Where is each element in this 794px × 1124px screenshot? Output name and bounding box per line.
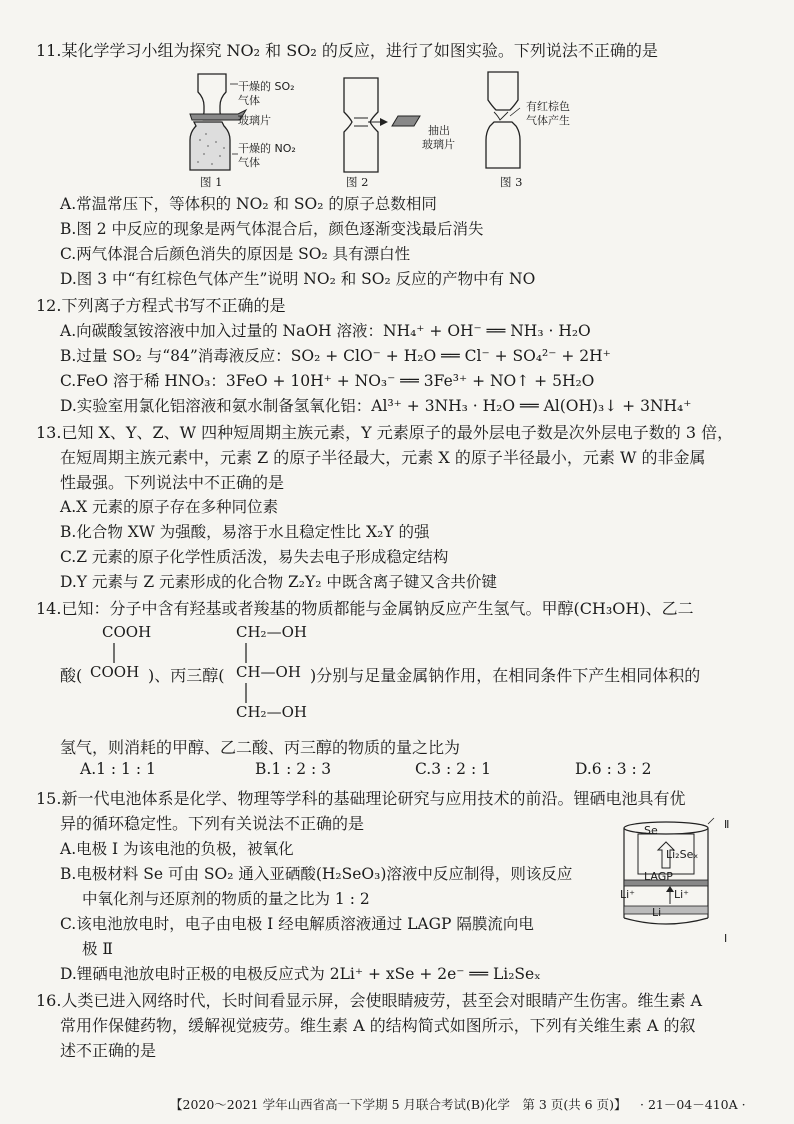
q14-option-b: B.1 : 2 : 3 (255, 760, 332, 778)
q12-stem: 12.下列离子方程式书写不正确的是 (36, 296, 286, 315)
glycerol-bond-bottom (244, 683, 248, 703)
q14-option-a: A.1 : 1 : 1 (80, 760, 156, 778)
oxalic-acid-bond (112, 643, 116, 663)
q13-stem-line-3: 性最强。下列说法中不正确的是 (60, 473, 285, 492)
fig3-label-red: 有红棕色 (526, 100, 570, 113)
glycerol-top: CH₂—OH (236, 623, 307, 641)
q11-stem: 11.某化学学习小组为探究 NO₂ 和 SO₂ 的反应，进行了如图实验。下列说法不正确的是 (36, 41, 658, 60)
fig3-label-gas: 气体产生 (526, 114, 570, 127)
battery-label-se: Se (644, 824, 658, 837)
fig3-caption: 图 3 (500, 175, 523, 189)
fig1-label-gas-top: 气体 (238, 94, 260, 107)
q14-option-c: C.3 : 2 : 1 (415, 760, 491, 778)
q14-stem-line-1: 14.已知：分子中含有羟基或者羧基的物质都能与金属钠反应产生氢气。甲醇(CH₃OH)、乙二 (36, 599, 694, 618)
q13-option-a: A.X 元素的原子存在多种同位素 (60, 498, 279, 516)
q15-option-a: A.电极 Ⅰ 为该电池的负极，被氧化 (60, 840, 294, 858)
q12-option-b: B.过量 SO₂ 与“84”消毒液反应：SO₂ + ClO⁻ + H₂O ══ Cl⁻ + SO₄²⁻ + 2H⁺ (60, 347, 611, 365)
q15-option-b-cont: 中氧化剂与还原剂的物质的量之比为 1 : 2 (82, 890, 370, 908)
q15-option-c: C.该电池放电时，电子由电极 Ⅰ 经电解质溶液通过 LAGP 隔膜流向电 (60, 915, 534, 933)
q16-stem-line-2: 常用作保健药物，缓解视觉疲劳。维生素 A 的结构简式如图所示，下列有关维生素 A 的叙 (60, 1016, 696, 1035)
battery-electrode-2: Ⅱ (724, 818, 730, 831)
fig2-label-pull: 抽出 (428, 124, 450, 137)
q11-option-c: C.两气体混合后颜色消失的原因是 SO₂ 具有漂白性 (60, 245, 411, 263)
q13-stem-line-2: 在短周期主族元素中，元素 Z 的原子半径最大，元素 X 的原子半径最小，元素 W 的非金属 (60, 448, 706, 467)
battery-label-lagp: LAGP (644, 870, 673, 883)
glycerol-middle: CH—OH (236, 663, 301, 681)
q11-option-d: D.图 3 中“有红棕色气体产生”说明 NO₂ 和 SO₂ 反应的产物中有 NO (60, 270, 536, 288)
q16-stem-line-3: 述不正确的是 (60, 1041, 157, 1060)
q15-stem-line-1: 15.新一代电池体系是化学、物理等学科的基础理论研究与应用技术的前沿。锂硒电池具有优 (36, 789, 686, 808)
fig2-label-glass: 玻璃片 (422, 138, 455, 151)
glycerol-bond-top (244, 643, 248, 663)
oxalic-acid-top: COOH (102, 623, 152, 641)
oxalic-acid-bottom: COOH (90, 663, 140, 681)
battery-label-li-plus-left: Li⁺ (620, 888, 635, 901)
q13-option-b: B.化合物 XW 为强酸，易溶于水且稳定性比 X₂Y 的强 (60, 523, 430, 541)
q11-option-b: B.图 2 中反应的现象是两气体混合后，颜色逐渐变浅最后消失 (60, 220, 484, 238)
fig1-caption: 图 1 (200, 175, 223, 189)
glycerol-bottom: CH₂—OH (236, 703, 307, 721)
q14-stem-line-3: 氢气，则消耗的甲醇、乙二酸、丙三醇的物质的量之比为 (60, 738, 461, 757)
q14-option-d: D.6 : 3 : 2 (575, 760, 652, 778)
q13-option-c: C.Z 元素的原子化学性质活泼，易失去电子形成稳定结构 (60, 548, 449, 566)
q13-stem-line-1: 13.已知 X、Y、Z、W 四种短周期主族元素，Y 元素原子的最外层电子数是次外层电子数的 3 倍， (36, 423, 734, 442)
q15-option-b: B.电极材料 Se 可由 SO₂ 通入亚硒酸(H₂SeO₃)溶液中反应制得，则该反应 (60, 865, 573, 883)
battery-label-li2sex: Li₂Seₓ (666, 848, 699, 861)
fig2-caption: 图 2 (346, 175, 369, 189)
battery-label-li: Li (652, 906, 662, 919)
fig1-label-no2: 干燥的 NO₂ (238, 142, 296, 155)
q14-acid-prefix: 酸( (60, 666, 83, 685)
q15-option-d: D.锂硒电池放电时正极的电极反应式为 2Li⁺ + xSe + 2e⁻ ══ Li₂Seₓ (60, 965, 541, 983)
q11-option-a: A.常温常压下，等体积的 NO₂ 和 SO₂ 的原子总数相同 (60, 195, 437, 213)
q16-stem-line-1: 16.人类已进入网络时代，长时间看显示屏，会使眼睛疲劳，甚至会对眼睛产生伤害。维生素 A (36, 991, 703, 1010)
q12-option-a: A.向碳酸氢铵溶液中加入过量的 NaOH 溶液：NH₄⁺ + OH⁻ ══ NH₃ · H₂O (60, 322, 591, 340)
page-footer: 【2020～2021 学年山西省高一下学期 5 月联合考试(B)化学 第 3 页(共 6 页)】 (170, 1097, 627, 1112)
q15-stem-line-2: 异的循环稳定性。下列有关说法不正确的是 (60, 814, 365, 833)
q13-option-d: D.Y 元素与 Z 元素形成的化合物 Z₂Y₂ 中既含离子键又含共价键 (60, 573, 497, 591)
battery-electrode-1: Ⅰ (724, 932, 728, 945)
battery-label-li-plus-right: Li⁺ (674, 888, 689, 901)
q14-stem-tail: )分别与足量金属钠作用，在相同条件下产生相同体积的 (310, 666, 701, 685)
fig1-label-glass: 玻璃片 (238, 114, 271, 127)
q12-option-d: D.实验室用氯化铝溶液和氨水制备氢氧化铝：Al³⁺ + 3NH₃ · H₂O ══ Al(OH)₃↓ + 3NH₄⁺ (60, 397, 692, 415)
q15-option-c-cont: 极 Ⅱ (82, 940, 113, 958)
exam-code: · 21－04－410A · (640, 1097, 746, 1112)
q14-acid-suffix: )、丙三醇( (148, 666, 225, 685)
fig1-label-so2: 干燥的 SO₂ (238, 80, 295, 93)
q12-option-c: C.FeO 溶于稀 HNO₃：3FeO + 10H⁺ + NO₃⁻ ══ 3Fe³⁺ + NO↑ + 5H₂O (60, 372, 595, 390)
fig1-label-gas-bot: 气体 (238, 156, 260, 169)
